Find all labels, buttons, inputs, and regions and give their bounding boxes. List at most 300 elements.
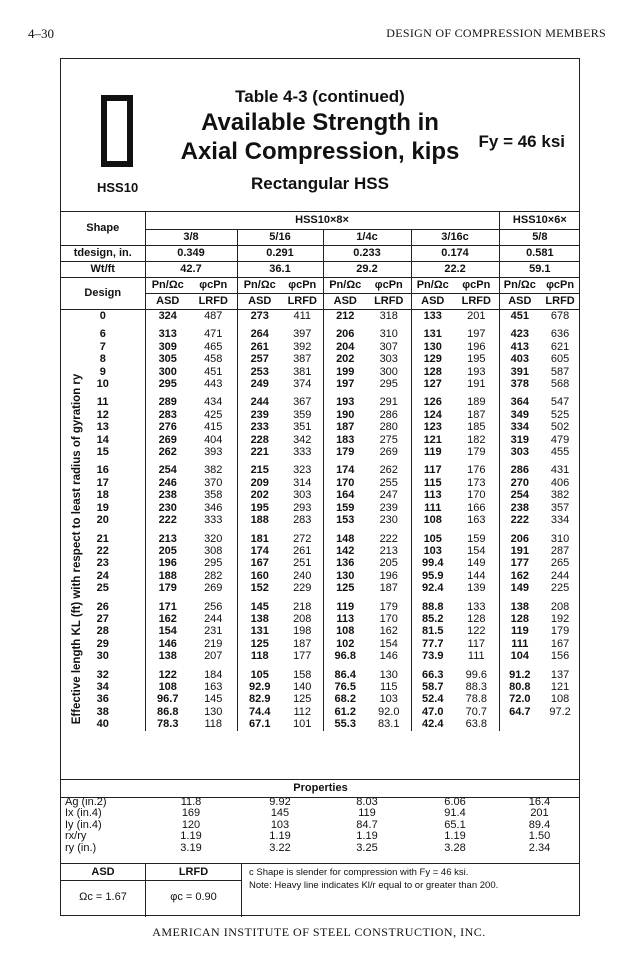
strength-cell: 587 — [550, 365, 570, 378]
table-frame — [60, 58, 580, 916]
strength-cell: 525 — [550, 408, 570, 421]
pn-asd-header: Pn/Ωc — [411, 278, 454, 294]
strength-cell: 130 — [323, 570, 367, 582]
strength-cell: 191 — [467, 378, 486, 391]
strength-cell: 272 — [293, 532, 312, 545]
strength-cell: 111 — [499, 638, 540, 650]
table-row — [61, 663, 580, 681]
strength-cell: 204 — [323, 341, 367, 353]
strength-cell: 133 — [411, 310, 454, 323]
group-header-hss10x8: HSS10×8× — [145, 212, 499, 230]
strength-cell — [499, 718, 540, 730]
strength-cell: 391 — [499, 366, 540, 378]
strength-cell: 162 — [145, 613, 190, 625]
strength-cell: 403 — [499, 353, 540, 365]
strength-cell: 55.3 — [323, 718, 367, 730]
property-value: 1.50 — [528, 830, 551, 843]
strength-cell: 218 — [293, 600, 312, 613]
strength-cell: 239 — [379, 501, 398, 514]
strength-cell: 195 — [237, 502, 282, 514]
strength-cell: 191 — [499, 545, 540, 557]
strength-cell: 121 — [550, 680, 570, 693]
strength-cell: 289 — [145, 390, 190, 408]
side-axis-text: Effective length KL (ft) with respect to least radius of gyration ry — [71, 373, 83, 725]
strength-cell: 205 — [145, 545, 190, 557]
kl-value: 13 — [96, 421, 109, 434]
strength-cell: 67.1 — [237, 718, 282, 730]
strength-cell: 185 — [467, 421, 486, 434]
strength-cell: 96.7 — [145, 693, 190, 705]
strength-cell: 265 — [550, 557, 570, 570]
strength-cell: 357 — [550, 501, 570, 514]
strength-cell: 160 — [237, 570, 282, 582]
strength-cell: 99.4 — [411, 557, 454, 569]
property-value: 11.8 — [180, 796, 202, 808]
strength-cell: 222 — [145, 514, 190, 526]
table-row — [61, 570, 580, 582]
kl-value: 17 — [96, 476, 109, 489]
table-row — [61, 595, 580, 613]
pn-asd-header: Pn/Ωc — [323, 278, 367, 294]
property-value: 201 — [530, 807, 549, 820]
strength-cell: 128 — [499, 613, 540, 625]
strength-cell: 205 — [379, 557, 398, 570]
property-value: 16.4 — [528, 796, 551, 808]
strength-cell: 88.3 — [465, 680, 487, 693]
strength-cell: 190 — [323, 409, 367, 421]
strength-cell: 247 — [379, 489, 398, 502]
strength-cell: 156 — [550, 650, 570, 663]
kl-value: 12 — [96, 408, 109, 421]
kl-value: 32 — [96, 668, 109, 681]
property-value: 1.19 — [180, 830, 202, 843]
strength-cell: 167 — [237, 557, 282, 569]
strength-cell: 122 — [145, 663, 190, 681]
wt-value: 29.2 — [323, 262, 411, 278]
strength-cell: 471 — [204, 328, 223, 341]
strength-cell: 198 — [293, 625, 312, 638]
property-value: 1.19 — [444, 830, 466, 843]
table-row — [61, 638, 580, 650]
strength-cell: 170 — [323, 477, 367, 489]
strength-cell: 113 — [323, 613, 367, 625]
strength-cell: 139 — [467, 582, 486, 595]
lrfd-header: LRFD — [367, 294, 411, 310]
strength-cell: 47.0 — [411, 706, 454, 718]
strength-cell: 359 — [293, 408, 312, 421]
kl-value: 15 — [96, 446, 109, 459]
kl-value: 36 — [96, 693, 109, 706]
tdesign-value: 0.349 — [145, 246, 237, 262]
property-row — [61, 831, 580, 842]
strength-cell: 219 — [204, 637, 223, 650]
strength-table — [61, 211, 580, 731]
strength-cell: 295 — [204, 557, 223, 570]
strength-cell: 502 — [550, 421, 570, 434]
property-value: 169 — [181, 807, 201, 820]
strength-cell: 171 — [145, 595, 190, 613]
table-row — [61, 613, 580, 625]
lrfd-header: LRFD — [454, 294, 499, 310]
kl-value: 18 — [96, 489, 109, 502]
strength-cell: 118 — [237, 650, 282, 662]
strength-cell: 137 — [550, 668, 570, 681]
strength-cell: 167 — [550, 637, 570, 650]
strength-cell: 170 — [467, 489, 486, 502]
kl-value: 8 — [99, 353, 106, 366]
strength-cell — [540, 718, 580, 730]
table-row — [61, 514, 580, 526]
strength-cell: 238 — [499, 502, 540, 514]
strength-cell: 221 — [237, 446, 282, 458]
property-value: 91.4 — [444, 807, 466, 820]
table-row — [61, 625, 580, 637]
strength-cell: 264 — [237, 322, 282, 340]
strength-cell: 251 — [293, 557, 312, 570]
strength-cell: 144 — [467, 569, 486, 582]
strength-cell: 231 — [204, 625, 223, 638]
strength-cell: 404 — [204, 433, 223, 446]
strength-cell: 149 — [467, 557, 486, 570]
strength-cell: 310 — [379, 328, 398, 341]
strength-cell: 195 — [467, 353, 486, 366]
strength-cell: 174 — [323, 458, 367, 476]
strength-cell: 118 — [204, 718, 223, 731]
kl-value: 20 — [96, 514, 109, 527]
pn-lrfd-header: φcPn — [282, 278, 323, 294]
strength-cell: 105 — [237, 663, 282, 681]
strength-cell: 196 — [145, 557, 190, 569]
running-head: DESIGN OF COMPRESSION MEMBERS — [386, 26, 606, 40]
strength-cell: 83.1 — [378, 718, 400, 731]
strength-cell: 74.4 — [237, 706, 282, 718]
strength-cell: 130 — [204, 705, 223, 718]
thickness: 3/16c — [411, 230, 499, 246]
strength-cell: 370 — [204, 476, 223, 489]
strength-cell: 212 — [323, 310, 367, 323]
strength-cell: 159 — [323, 502, 367, 514]
strength-cell: 451 — [499, 310, 540, 323]
strength-cell: 112 — [293, 705, 312, 718]
strength-cell: 188 — [237, 514, 282, 526]
strength-cell: 303 — [499, 446, 540, 458]
pn-lrfd-header: φcPn — [540, 278, 580, 294]
subtitle: Rectangular HSS — [251, 174, 389, 193]
strength-cell: 182 — [467, 433, 486, 446]
table-row — [61, 527, 580, 545]
tdesign-label: tdesign, in. — [61, 246, 145, 262]
strength-cell: 261 — [293, 544, 312, 557]
property-value: 3.22 — [269, 841, 291, 854]
strength-cell: 300 — [145, 366, 190, 378]
table-row — [61, 718, 580, 730]
strength-cell: 121 — [411, 434, 454, 446]
strength-cell: 334 — [499, 421, 540, 433]
strength-cell: 287 — [550, 544, 570, 557]
strength-cell: 225 — [550, 582, 570, 595]
tdesign-value: 0.291 — [237, 246, 323, 262]
yield-strength: Fy = 46 ksi — [478, 132, 565, 151]
strength-cell: 431 — [550, 464, 570, 477]
shape-label: Shape — [61, 212, 145, 246]
property-value: 6.06 — [444, 796, 466, 808]
lrfd-header: LRFD — [282, 294, 323, 310]
table-row — [61, 582, 580, 594]
strength-cell: 128 — [467, 612, 486, 625]
strength-cell: 423 — [499, 322, 540, 340]
strength-cell: 303 — [293, 489, 312, 502]
strength-cell: 358 — [204, 489, 223, 502]
strength-cell: 163 — [467, 514, 486, 527]
table-row — [61, 681, 580, 693]
property-label: Ix (in.4) — [65, 807, 102, 820]
strength-cell: 183 — [323, 434, 367, 446]
property-row — [61, 820, 580, 831]
strength-cell: 273 — [237, 310, 282, 323]
strength-cell: 92.4 — [411, 582, 454, 594]
strength-cell: 206 — [323, 322, 367, 340]
strength-cell: 179 — [379, 600, 398, 613]
strength-cell: 382 — [550, 489, 570, 502]
strength-cell: 138 — [499, 595, 540, 613]
strength-cell: 320 — [204, 532, 223, 545]
strength-cell: 196 — [467, 340, 486, 353]
strength-cell: 228 — [237, 434, 282, 446]
strength-cell: 81.5 — [411, 625, 454, 637]
property-value: 84.7 — [356, 818, 378, 831]
property-value: 1.19 — [356, 830, 378, 843]
strength-cell: 42.4 — [411, 718, 454, 730]
hss-label: HSS10 — [97, 180, 139, 195]
strength-cell: 64.7 — [499, 706, 540, 718]
strength-cell: 52.4 — [411, 693, 454, 705]
strength-cell: 314 — [293, 476, 312, 489]
strength-cell: 187 — [379, 582, 398, 595]
strength-cell: 213 — [379, 544, 398, 557]
strength-cell: 222 — [379, 532, 398, 545]
strength-cell: 333 — [204, 514, 223, 527]
strength-cell: 458 — [204, 353, 223, 366]
strength-cell: 149 — [499, 582, 540, 594]
strength-cell: 246 — [145, 477, 190, 489]
strength-cell: 187 — [323, 421, 367, 433]
strength-cell: 130 — [411, 341, 454, 353]
strength-cell: 378 — [499, 378, 540, 390]
kl-value: 21 — [96, 532, 109, 545]
kl-value: 11 — [96, 396, 109, 409]
kl-value: 23 — [96, 557, 109, 570]
strength-cell: 145 — [237, 595, 282, 613]
kl-value: 14 — [96, 433, 109, 446]
property-value: 3.19 — [180, 841, 202, 854]
strength-cell: 233 — [237, 421, 282, 433]
strength-cell: 111 — [411, 502, 454, 514]
property-value: 2.34 — [528, 841, 551, 854]
strength-cell: 393 — [204, 446, 223, 459]
strength-cell: 270 — [499, 477, 540, 489]
strength-cell: 434 — [204, 396, 223, 409]
page-number: 4–30 — [28, 26, 54, 41]
strength-cell: 77.7 — [411, 638, 454, 650]
table-row — [61, 502, 580, 514]
strength-cell: 66.3 — [411, 663, 454, 681]
strength-cell: 117 — [467, 637, 486, 650]
strength-cell: 364 — [499, 390, 540, 408]
strength-cell: 392 — [293, 340, 312, 353]
strength-cell: 678 — [540, 310, 580, 323]
kl-value: 29 — [96, 637, 109, 650]
strength-cell: 179 — [550, 625, 570, 638]
strength-cell: 295 — [379, 378, 398, 391]
strength-cell: 176 — [467, 464, 486, 477]
strength-cell: 128 — [411, 366, 454, 378]
strength-cell: 130 — [379, 668, 398, 681]
kl-value: 6 — [99, 328, 106, 341]
properties-title: Properties — [61, 779, 580, 798]
strength-cell: 349 — [499, 409, 540, 421]
strength-cell: 99.6 — [465, 668, 487, 681]
wt-label: Wt/ft — [61, 262, 145, 278]
strength-cell: 162 — [379, 625, 398, 638]
table-row — [61, 310, 580, 323]
property-row — [61, 808, 580, 819]
strength-cell: 88.8 — [411, 595, 454, 613]
table-row — [61, 434, 580, 446]
lrfd-factor-cell — [146, 864, 242, 917]
kl-value: 28 — [96, 625, 109, 638]
strength-cell: 86.8 — [145, 706, 190, 718]
strength-cell: 129 — [411, 353, 454, 365]
strength-cell: 63.8 — [465, 718, 487, 731]
strength-cell: 103 — [411, 545, 454, 557]
table-row — [61, 557, 580, 569]
strength-cell: 275 — [379, 433, 398, 446]
kl-value: 9 — [99, 365, 106, 378]
asd-header: ASD — [237, 294, 282, 310]
strength-cell: 162 — [499, 570, 540, 582]
phi-value: φc = 0.90 — [170, 891, 217, 903]
strength-cell: 199 — [323, 366, 367, 378]
strength-cell: 239 — [237, 409, 282, 421]
strength-cell: 163 — [204, 680, 223, 693]
strength-cell: 92.9 — [237, 681, 282, 693]
strength-cell: 346 — [204, 501, 223, 514]
strength-cell: 159 — [467, 532, 486, 545]
strength-cell: 115 — [411, 477, 454, 489]
property-label: Iy (in.4) — [65, 818, 102, 831]
strength-cell: 201 — [454, 310, 499, 323]
strength-cell: 206 — [499, 527, 540, 545]
strength-cell: 455 — [550, 446, 570, 459]
property-row — [61, 797, 580, 808]
kl-value: 30 — [96, 650, 109, 663]
strength-cell: 68.2 — [323, 693, 367, 705]
strength-cell: 170 — [379, 612, 398, 625]
strength-cell: 146 — [379, 650, 398, 663]
strength-cell: 108 — [145, 681, 190, 693]
pn-lrfd-header: φcPn — [190, 278, 237, 294]
strength-cell: 197 — [467, 328, 486, 341]
strength-cell: 108 — [550, 693, 570, 706]
strength-cell: 105 — [411, 527, 454, 545]
property-value: 89.4 — [528, 818, 551, 831]
table-row — [61, 446, 580, 458]
table-row — [61, 378, 580, 390]
strength-cell: 153 — [323, 514, 367, 526]
strength-cell: 222 — [499, 514, 540, 526]
strength-cell: 310 — [550, 532, 570, 545]
strength-cell: 269 — [204, 582, 223, 595]
strength-cell: 115 — [379, 680, 398, 693]
kl-value: 24 — [96, 569, 109, 582]
strength-cell: 138 — [237, 613, 282, 625]
strength-cell: 568 — [550, 378, 570, 391]
table-row — [61, 489, 580, 501]
title-line-2: Axial Compression, kips — [180, 138, 460, 165]
strength-cell: 487 — [190, 310, 237, 323]
strength-cell: 78.3 — [145, 718, 190, 730]
strength-cell: 181 — [237, 527, 282, 545]
strength-cell: 179 — [323, 446, 367, 458]
strength-cell: 313 — [145, 322, 190, 340]
strength-cell: 123 — [411, 421, 454, 433]
kl-value: 26 — [96, 600, 109, 613]
lrfd-header: LRFD — [190, 294, 237, 310]
strength-cell: 411 — [282, 310, 323, 323]
strength-cell: 230 — [145, 502, 190, 514]
strength-cell: 286 — [499, 458, 540, 476]
strength-cell: 166 — [467, 501, 486, 514]
design-label: Design — [61, 278, 145, 310]
strength-cell: 291 — [379, 396, 398, 409]
lrfd-label: LRFD — [146, 864, 241, 881]
strength-cell: 119 — [411, 446, 454, 458]
footnotes — [249, 866, 498, 892]
table-number: Table 4-3 (continued) — [235, 87, 405, 106]
kl-value: 38 — [96, 705, 109, 718]
strength-cell: 208 — [293, 612, 312, 625]
strength-cell: 85.2 — [411, 613, 454, 625]
strength-cell: 173 — [467, 476, 486, 489]
strength-cell: 256 — [204, 600, 223, 613]
table-row — [61, 693, 580, 705]
strength-cell: 58.7 — [411, 681, 454, 693]
strength-cell: 319 — [499, 434, 540, 446]
strength-cell: 254 — [145, 458, 190, 476]
kl-value: 19 — [96, 501, 109, 514]
tdesign-value: 0.581 — [499, 246, 580, 262]
table-row — [61, 650, 580, 662]
strength-cell: 193 — [467, 365, 486, 378]
kl-value: 40 — [96, 718, 109, 731]
strength-cell: 133 — [467, 600, 486, 613]
strength-cell: 140 — [293, 680, 312, 693]
strength-cell: 193 — [323, 390, 367, 408]
kl-value: 22 — [96, 544, 109, 557]
omega-value: Ωc = 1.67 — [79, 891, 127, 903]
side-axis-label — [69, 349, 85, 749]
strength-cell: 323 — [293, 464, 312, 477]
strength-cell: 213 — [145, 527, 190, 545]
property-value: 8.03 — [356, 796, 378, 808]
strength-cell: 286 — [379, 408, 398, 421]
strength-cell: 280 — [379, 421, 398, 434]
strength-cell: 215 — [237, 458, 282, 476]
strength-cell: 80.8 — [499, 681, 540, 693]
strength-cell: 276 — [145, 421, 190, 433]
asd-header: ASD — [323, 294, 367, 310]
strength-cell: 125 — [293, 693, 312, 706]
